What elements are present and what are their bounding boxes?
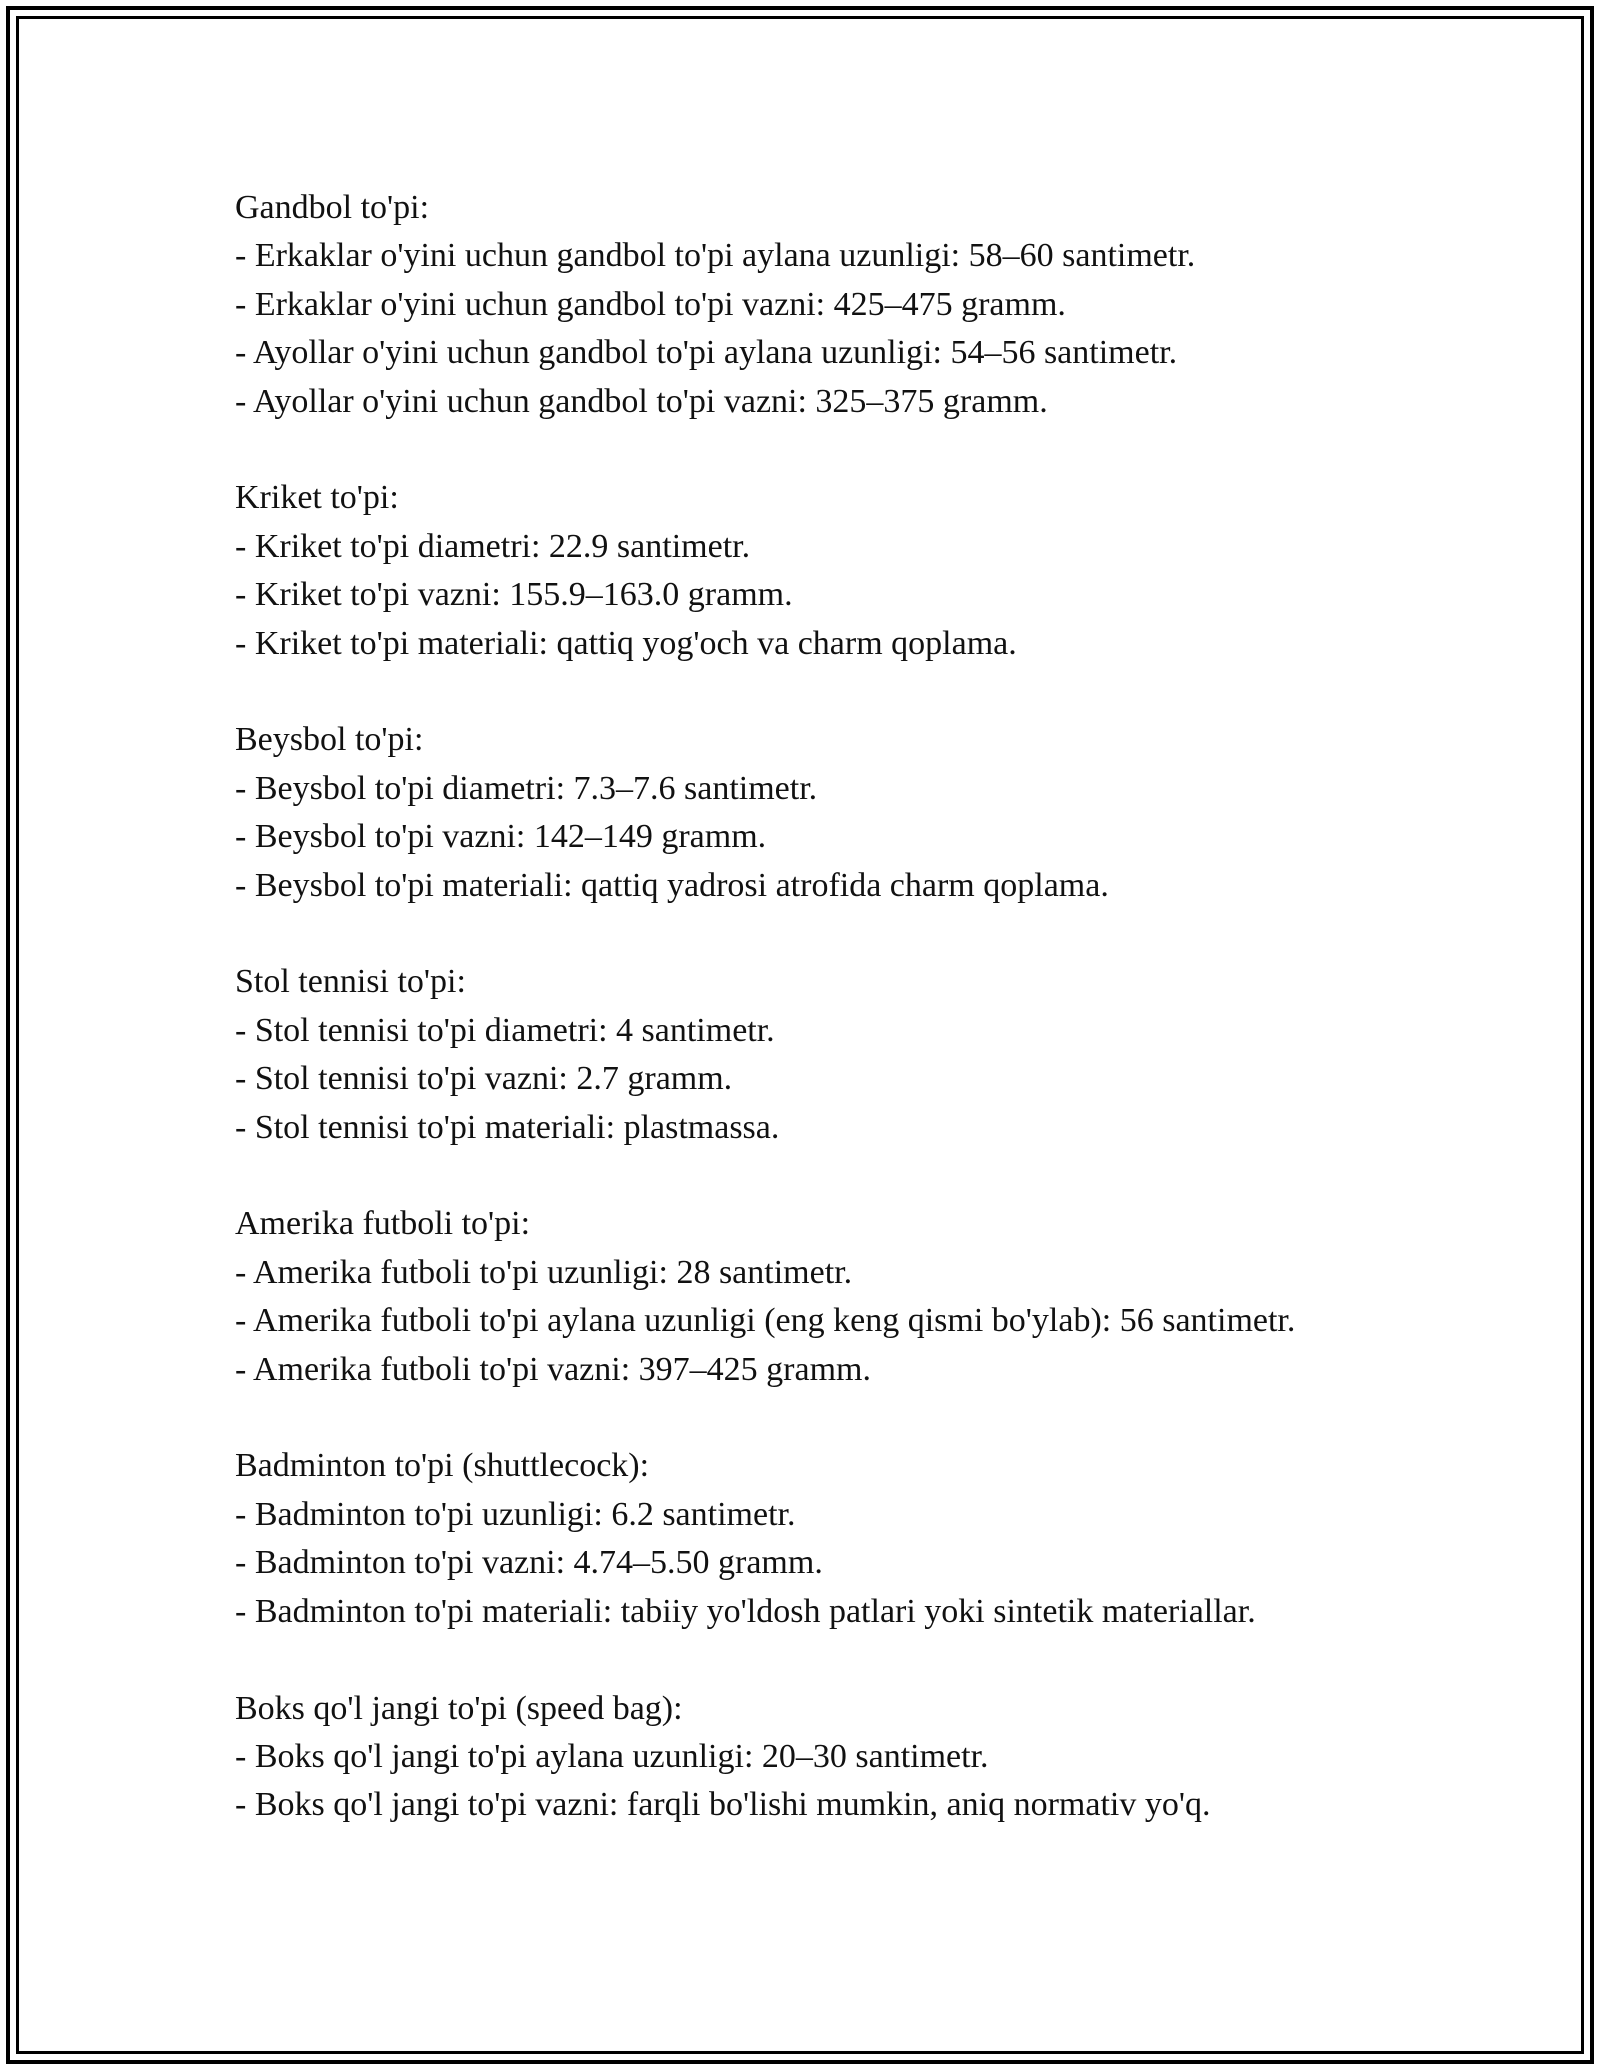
list-item: - Kriket to'pi vazni: 155.9–163.0 gramm. bbox=[235, 576, 793, 614]
section-boks bbox=[235, 1685, 1405, 1830]
list-item: - Ayollar o'yini uchun gandbol to'pi vazni: 325–375 gramm. bbox=[235, 382, 1048, 420]
list-item: - Stol tennisi to'pi diametri: 4 santimetr. bbox=[235, 1011, 775, 1049]
section-heading: Badminton to'pi (shuttlecock): bbox=[235, 1447, 650, 1485]
list-item: - Erkaklar o'yini uchun gandbol to'pi aylana uzunligi: 58–60 santimetr. bbox=[235, 237, 1196, 275]
list-item: - Erkaklar o'yini uchun gandbol to'pi vazni: 425–475 gramm. bbox=[235, 285, 1066, 323]
section-stol-tennisi bbox=[235, 958, 1405, 1152]
section-heading: Boks qo'l jangi to'pi (speed bag): bbox=[235, 1689, 683, 1727]
list-item: - Ayollar o'yini uchun gandbol to'pi aylana uzunligi: 54–56 santimetr. bbox=[235, 334, 1178, 372]
list-item: - Boks qo'l jangi to'pi vazni: farqli bo'lishi mumkin, aniq normativ yo'q. bbox=[235, 1786, 1211, 1824]
section-heading: Stol tennisi to'pi: bbox=[235, 963, 466, 1001]
section-beysbol bbox=[235, 716, 1405, 910]
section-heading: Amerika futboli to'pi: bbox=[235, 1205, 531, 1243]
list-item: - Amerika futboli to'pi uzunligi: 28 santimetr. bbox=[235, 1253, 853, 1291]
list-item: - Amerika futboli to'pi vazni: 397–425 gramm. bbox=[235, 1350, 871, 1388]
list-item: - Badminton to'pi uzunligi: 6.2 santimetr. bbox=[235, 1495, 796, 1533]
list-item: - Beysbol to'pi diametri: 7.3–7.6 santimetr. bbox=[235, 769, 818, 807]
list-item: - Amerika futboli to'pi aylana uzunligi (eng keng qismi bo'ylab): 56 santimetr. bbox=[235, 1302, 1296, 1340]
section-badminton bbox=[235, 1442, 1405, 1636]
list-item: - Beysbol to'pi materiali: qattiq yadrosi atrofida charm qoplama. bbox=[235, 866, 1109, 904]
list-item: - Boks qo'l jangi to'pi aylana uzunligi: 20–30 santimetr. bbox=[235, 1737, 989, 1775]
list-item: - Stol tennisi to'pi vazni: 2.7 gramm. bbox=[235, 1060, 733, 1098]
section-heading: Gandbol to'pi: bbox=[235, 189, 430, 226]
section-heading: Beysbol to'pi: bbox=[235, 721, 424, 759]
list-item: - Kriket to'pi diametri: 22.9 santimetr. bbox=[235, 527, 751, 565]
section-heading: Kriket to'pi: bbox=[235, 479, 399, 517]
section-amerika-futboli bbox=[235, 1200, 1405, 1394]
list-item: - Beysbol to'pi vazni: 142–149 gramm. bbox=[235, 818, 767, 856]
list-item: - Badminton to'pi materiali: tabiiy yo'ldosh patlari yoki sintetik materiallar. bbox=[235, 1592, 1256, 1630]
list-item: - Stol tennisi to'pi materiali: plastmassa. bbox=[235, 1108, 780, 1146]
list-item: - Kriket to'pi materiali: qattiq yog'och va charm qoplama. bbox=[235, 624, 1017, 662]
section-kriket bbox=[235, 474, 1405, 668]
list-item: - Badminton to'pi vazni: 4.74–5.50 gramm. bbox=[235, 1544, 823, 1582]
section-gandbol bbox=[235, 184, 1405, 426]
document-body bbox=[235, 184, 1405, 1830]
